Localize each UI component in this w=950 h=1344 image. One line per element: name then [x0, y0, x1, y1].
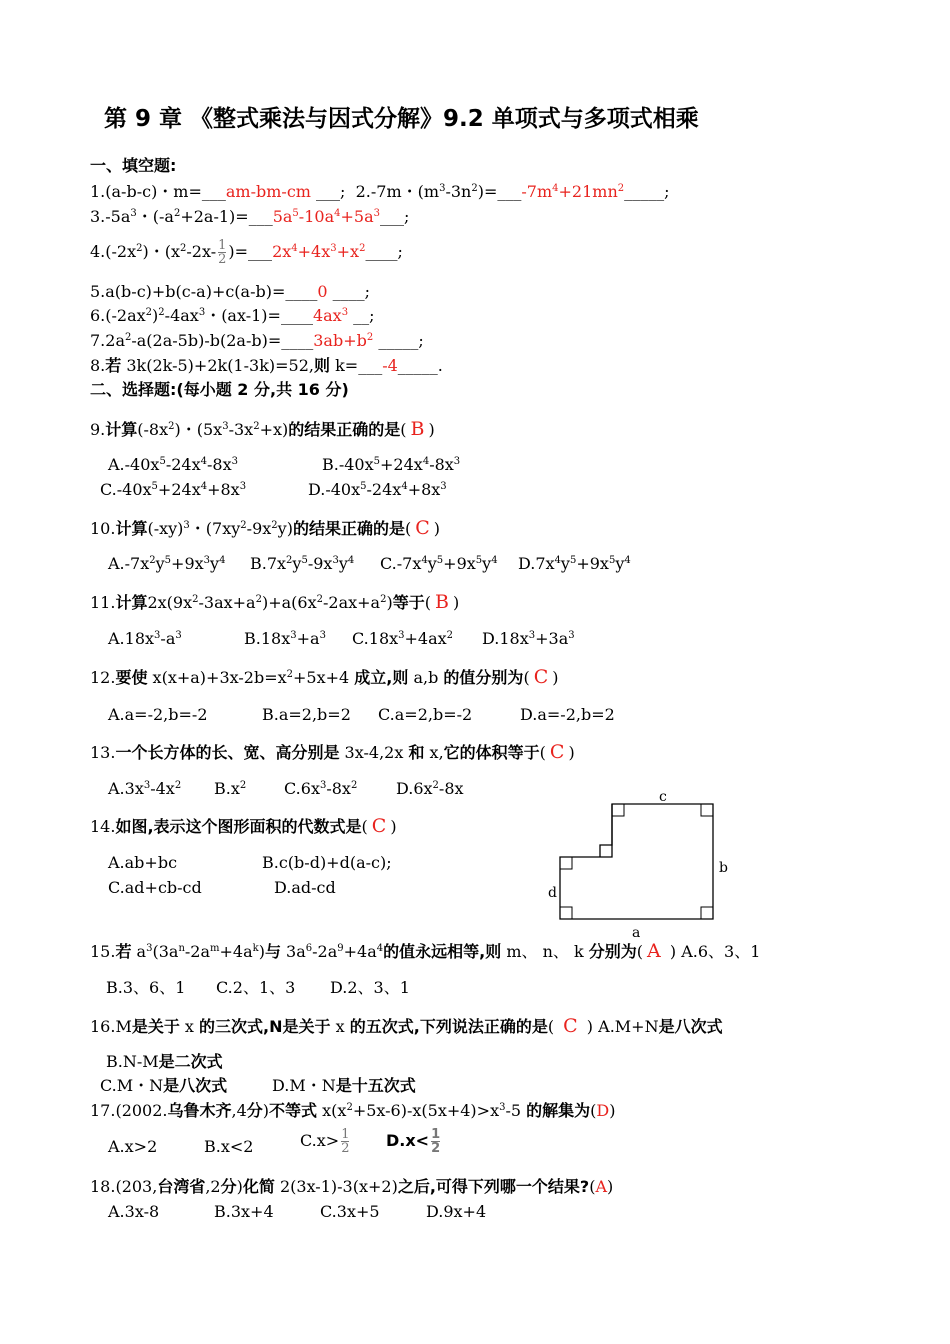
q18-option-a[interactable]: A.3x-8: [108, 1202, 160, 1221]
question-5: 5.a(b-c)+b(c-a)+c(a-b)=____0 ____;: [90, 282, 371, 301]
question-9: 9.计算$(-8x^2)$・$(5x^3-3x^2+x)$的结果正确的是( B ): [90, 418, 435, 440]
right-angle-mark: [560, 857, 572, 869]
q10-option-b[interactable]: $B.7x^2y^5-9x^3y^4$: [250, 554, 355, 573]
q14-option-b[interactable]: B.c(b-d)+d(a-c);: [262, 853, 392, 872]
q9-option-b[interactable]: $B.-40x^5+24x^4-8x^3$: [322, 455, 461, 474]
q17-option-d[interactable]: D.x< $\frac{1}{2}$: [386, 1127, 441, 1156]
q18-option-b[interactable]: B.3x+4: [214, 1202, 274, 1221]
figure-outline: [560, 804, 713, 919]
right-angle-mark: [701, 804, 713, 816]
q13-option-a[interactable]: $A.3x^3-4x^2$: [108, 779, 182, 798]
q9-option-a[interactable]: $A.-40x^5-24x^4-8x^3$: [108, 455, 238, 474]
question-8: 8.若 3k(2k-5)+2k(1-3k)=52,则 k=___-4_____.: [90, 356, 443, 375]
q17-option-a[interactable]: A.x>2: [108, 1137, 158, 1156]
figure-label-d: d: [548, 885, 557, 901]
question-15: 15.若 $a^3(3a^n-2a^m+4a^k)$与 $3a^6-2a^9+4a^4$的值永远相等,则 m、 n、 k 分别为( A ) A.6、3、1: [90, 940, 761, 962]
figure-label-b: b: [719, 860, 728, 876]
q16-option-b[interactable]: B.N-M是二次式: [106, 1052, 223, 1071]
question-1-2: 1.(a-b-c)・m=___am-bm-cm ___; 2.-7m・$(m^3-3n^2)=\_\_\_-7m^4+21mn^2\_\_\_\_\_$;: [90, 182, 670, 201]
q10-option-a[interactable]: $A.-7x^2y^5+9x^3y^4$: [108, 554, 226, 573]
q10-option-c[interactable]: $C.-7x^4y^5+9x^5y^4$: [380, 554, 498, 573]
q18-option-d[interactable]: D.9x+4: [426, 1202, 487, 1221]
question-6: $6.(-2ax^2)^2-4ax^3$・$(ax-1)=\_\_\_\_4ax^3$ __;: [90, 306, 375, 325]
q13-option-d[interactable]: $D.6x^2-8x$: [396, 779, 464, 798]
page-title: 第 9 章 《整式乘法与因式分解》9.2 单项式与多项式相乘: [104, 106, 699, 132]
question-14: 14.如图,表示这个图形面积的代数式是( C ): [90, 815, 397, 837]
question-4: $4.(-2x^2)$・($x^2-2x-$ $\frac{1}{2}$ )$=\_\_\_2x^4+4x^3+x^2\_\_\_\_$;: [90, 238, 403, 267]
question-16: 16.M是关于 x 的三次式,N是关于 x 的五次式,下列说法正确的是( C ) A.M+N是八次式: [90, 1015, 723, 1037]
q11-option-a[interactable]: $A.18x^3-a^3$: [108, 629, 182, 648]
q14-option-d[interactable]: D.ad-cd: [274, 878, 336, 897]
figure-label-c: c: [659, 789, 667, 805]
q11-option-d[interactable]: $D.18x^3+3a^3$: [482, 629, 575, 648]
q16-option-c[interactable]: C.M・N是八次式: [100, 1076, 228, 1095]
figure-label-a: a: [632, 925, 641, 941]
q16-option-d[interactable]: D.M・N是十五次式: [272, 1076, 416, 1095]
fraction-half: $\frac{1}{2}$: [218, 238, 227, 267]
q12-option-b[interactable]: B.a=2,b=2: [262, 705, 351, 724]
q10-option-d[interactable]: $D.7x^4y^5+9x^5y^4$: [518, 554, 631, 573]
right-angle-mark: [701, 907, 713, 919]
q13-option-c[interactable]: $C.6x^3-8x^2$: [284, 779, 358, 798]
question-3: $3.-5a^3$・$(-a^2+2a-1)=\_\_\_5a^5-10a^4+5a^3\_\_\_$;: [90, 207, 410, 226]
q15-option-d[interactable]: D.2、3、1: [330, 978, 410, 997]
q12-option-d[interactable]: D.a=-2,b=2: [520, 705, 615, 724]
q12-option-c[interactable]: C.a=2,b=-2: [378, 705, 473, 724]
section-choice: 二、选择题:(每小题 2 分,共 16 分): [90, 380, 349, 399]
q14-option-a[interactable]: A.ab+bc: [108, 853, 178, 872]
q16-option-a[interactable]: A.M+N是八次式: [598, 1017, 723, 1036]
question-11: 11.计算$2x(9x^2-3ax+a^2)+a(6x^2-2ax+a^2)$等于( B ): [90, 591, 460, 613]
question-17: 17.(2002.乌鲁木齐,4分)不等式 $x(x^2+5x-6)-x(5x+4)>x^3-5$ 的解集为(D): [90, 1101, 616, 1120]
question-10: 10.计算$(-xy)^3$・$(7xy^2-9x^2y)$的结果正确的是( C ): [90, 517, 440, 539]
right-angle-mark: [600, 845, 612, 857]
q9-option-c[interactable]: $C.-40x^5+24x^4+8x^3$: [100, 480, 247, 499]
q18-option-c[interactable]: C.3x+5: [320, 1202, 380, 1221]
question-18: 18.(203,台湾省,2分)化简 2(3x-1)-3(x+2)之后,可得下列哪一个结果?(A): [90, 1177, 614, 1196]
figure-l-shape: [540, 785, 740, 945]
q11-option-c[interactable]: $C.18x^3+4ax^2$: [352, 629, 454, 648]
right-angle-mark: [612, 804, 624, 816]
q9-option-d[interactable]: $D.-40x^5-24x^4+8x^3$: [308, 480, 447, 499]
q17-option-b[interactable]: B.x<2: [204, 1137, 254, 1156]
question-13: 13.一个长方体的长、宽、高分别是 3x-4,2x 和 x,它的体积等于( C ): [90, 741, 575, 763]
question-7: $7.2a^2-a(2a-5b)-b(2a-b)=\_\_\_\_3ab+b^2$ _____;: [90, 331, 424, 350]
question-12: 12.要使 $x(x+a)+3x-2b=x^2+5x+4$ 成立,则 a,b 的值分别为( C ): [90, 666, 559, 688]
q14-option-c[interactable]: C.ad+cb-cd: [108, 878, 202, 897]
right-angle-mark: [560, 907, 572, 919]
q15-option-a[interactable]: A.6、3、1: [681, 942, 761, 961]
q13-option-b[interactable]: $B.x^2$: [214, 779, 247, 798]
q12-option-a[interactable]: A.a=-2,b=-2: [108, 705, 208, 724]
q17-option-c[interactable]: C.x> $\frac{1}{2}$: [300, 1127, 350, 1156]
q15-option-c[interactable]: C.2、1、3: [216, 978, 296, 997]
q15-option-b[interactable]: B.3、6、1: [106, 978, 186, 997]
section-fill-in: 一、填空题:: [90, 156, 177, 175]
figure-step: [600, 804, 612, 857]
q11-option-b[interactable]: $B.18x^3+a^3$: [244, 629, 326, 648]
